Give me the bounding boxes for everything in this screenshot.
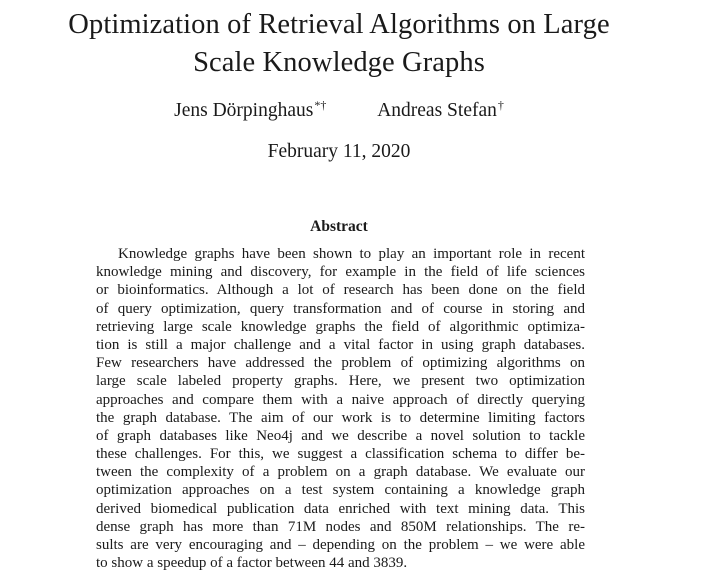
author-2 [377,99,504,123]
abstract-line: of query optimization, query transformation and of course in storing and [96,300,585,317]
abstract-body [96,245,585,572]
publication-date: February 11, 2020 [267,141,411,162]
abstract-line: tion is still a major challenge and a vital factor in using graph databases. [96,336,585,353]
author-1-affiliation-marks: *† [314,98,327,112]
abstract-line: tween the complexity of a problem on a graph database. We evaluate our [96,464,585,481]
abstract-line: knowledge mining and discovery, for example in the field of life sciences [96,264,585,281]
abstract-line: optimization approaches on a test system containing a knowledge graph [96,482,585,499]
abstract-line: large scale labeled property graphs. Here, we present two optimization [96,373,585,390]
author-2-affiliation-marks: † [497,98,504,112]
abstract-line: to show a speedup of a factor between 44 and 3839. [96,555,408,572]
abstract-heading: Abstract [310,218,368,235]
author-list [0,99,678,123]
abstract-line: dense graph has more than 71M nodes and 850M relationships. The re- [96,518,585,535]
abstract-line: Knowledge graphs have been shown to play an important role in recent [118,246,585,262]
abstract-line: derived biomedical publication data enriched with text mining data. This [96,500,585,517]
title-line-2: Scale Knowledge Graphs [193,47,485,78]
abstract-line: Few researchers have addressed the problem of optimizing algorithms on [96,355,585,372]
abstract-line: retrieving large scale knowledge graphs the field of algorithmic optimiza- [96,318,585,335]
abstract-line: sults are very encouraging and – depending on the problem – we were able [96,537,585,553]
abstract-line: these challenges. For this, we suggest a classification schema to differ be- [96,446,585,463]
paper-title [0,6,678,82]
title-line-1: Optimization of Retrieval Algorithms on Large [68,9,610,40]
author-1-name: Jens Dörpinghaus [174,100,314,121]
abstract-line: of graph databases like Neo4j and we describe a novel solution to tackle [96,427,585,444]
abstract-line: the graph database. The aim of our work is to determine limiting factors [96,409,585,426]
abstract-line: or bioinformatics. Although a lot of research has been done on the field [96,282,585,299]
author-2-name: Andreas Stefan [377,100,497,121]
author-1 [174,99,326,123]
abstract-line: approaches and compare them with a naive approach of directly querying [96,391,585,408]
